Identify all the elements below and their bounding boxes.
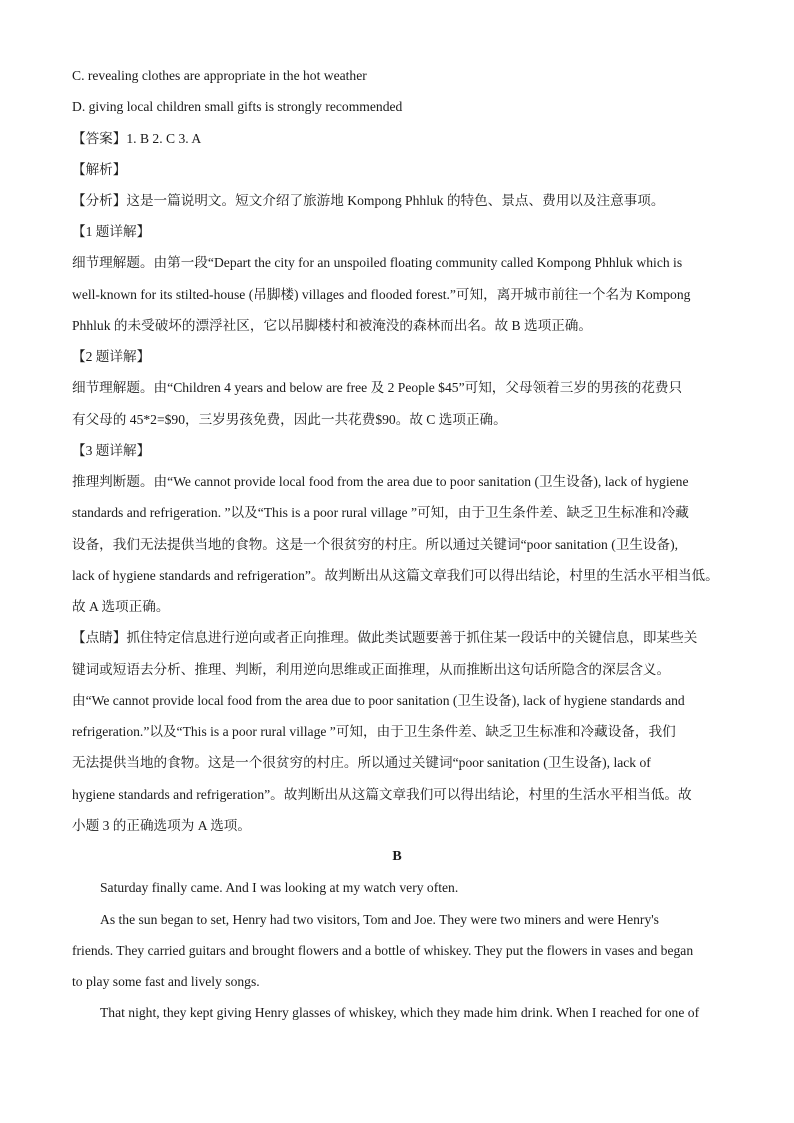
q3-text-line: lack of hygiene standards and refrigeration”。故判断出从这篇文章我们可以得出结论，村里的生活水平相当低。 — [72, 568, 719, 583]
q3-heading: 【3 题详解】 — [72, 443, 151, 458]
q1-heading: 【1 题详解】 — [72, 224, 151, 239]
tip-line: 键词或短语去分析、推理、判断，利用逆向思维或正面推理，从而推断出这句话所隐含的深层含义。 — [72, 662, 671, 677]
q1-text-line: Phhluk 的未受破坏的漂浮社区，它以吊脚楼村和被淹没的森林而出名。故 B 选项正确。 — [72, 318, 592, 333]
tip-line: refrigeration.”以及“This is a poor rural village ”可知，由于卫生条件差、缺乏卫生标准和冷藏设备，我们 — [72, 724, 676, 739]
passage-line: That night, they kept giving Henry glasses of whiskey, which they made him drink. When I reached for one of — [100, 1005, 700, 1020]
passage-line: to play some fast and lively songs. — [72, 974, 260, 989]
option-d: D. giving local children small gifts is strongly recommended — [72, 99, 403, 114]
q2-heading: 【2 题详解】 — [72, 349, 151, 364]
q2-text-line: 有父母的 45*2=$90，三岁男孩免费，因此一共花费$90。故 C 选项正确。 — [72, 412, 507, 427]
tip-line: hygiene standards and refrigeration”。故判断出从这篇文章我们可以得出结论，村里的生活水平相当低。故 — [72, 787, 692, 802]
q3-text-line: standards and refrigeration. ”以及“This is a poor rural village ”可知，由于卫生条件差、缺乏卫生标准和冷藏 — [72, 505, 689, 520]
q3-text-line: 设备，我们无法提供当地的食物。这是一个很贫穷的村庄。所以通过关键词“poor sanitation (卫生设备), — [72, 537, 679, 552]
passage-line: Saturday finally came. And I was looking at my watch very often. — [100, 880, 459, 895]
tip-line: 无法提供当地的食物。这是一个很贫穷的村庄。所以通过关键词“poor sanitation (卫生设备), lack of — [72, 755, 651, 770]
passage-line: As the sun began to set, Henry had two visitors, Tom and Joe. They were two miners and were Henry's — [100, 912, 659, 927]
q1-text-line: well-known for its stilted-house (吊脚楼) villages and flooded forest.”可知，离开城市前往一个名为 Kompong — [72, 287, 691, 302]
tip-line: 小题 3 的正确选项为 A 选项。 — [72, 818, 251, 833]
summary-line: 【分析】这是一篇说明文。短文介绍了旅游地 Kompong Phhluk 的特色、景点、费用以及注意事项。 — [72, 193, 665, 208]
q1-text-line: 细节理解题。由第一段“Depart the city for an unspoiled floating community called Kompong Phhluk which is — [72, 255, 683, 270]
q3-text-line: 故 A 选项正确。 — [72, 599, 170, 614]
option-c: C. revealing clothes are appropriate in the hot weather — [72, 68, 367, 83]
passage-line: friends. They carried guitars and brought flowers and a bottle of whiskey. They put the flowers in vases and began — [72, 943, 694, 958]
answer-line: 【答案】1. B 2. C 3. A — [72, 131, 202, 146]
analysis-heading: 【解析】 — [72, 162, 127, 177]
section-title: B — [392, 849, 402, 864]
tip-line: 【点睛】抓住特定信息进行逆向或者正向推理。做此类试题要善于抓住某一段话中的关键信息，即某些关 — [72, 630, 698, 645]
q2-text-line: 细节理解题。由“Children 4 years and below are free 及 2 People $45”可知，父母领着三岁的男孩的花费只 — [72, 380, 683, 395]
q3-text-line: 推理判断题。由“We cannot provide local food from the area due to poor sanitation (卫生设备), lack of hygiene — [72, 474, 689, 489]
tip-line: 由“We cannot provide local food from the area due to poor sanitation (卫生设备), lack of hygiene standards and — [72, 693, 685, 708]
